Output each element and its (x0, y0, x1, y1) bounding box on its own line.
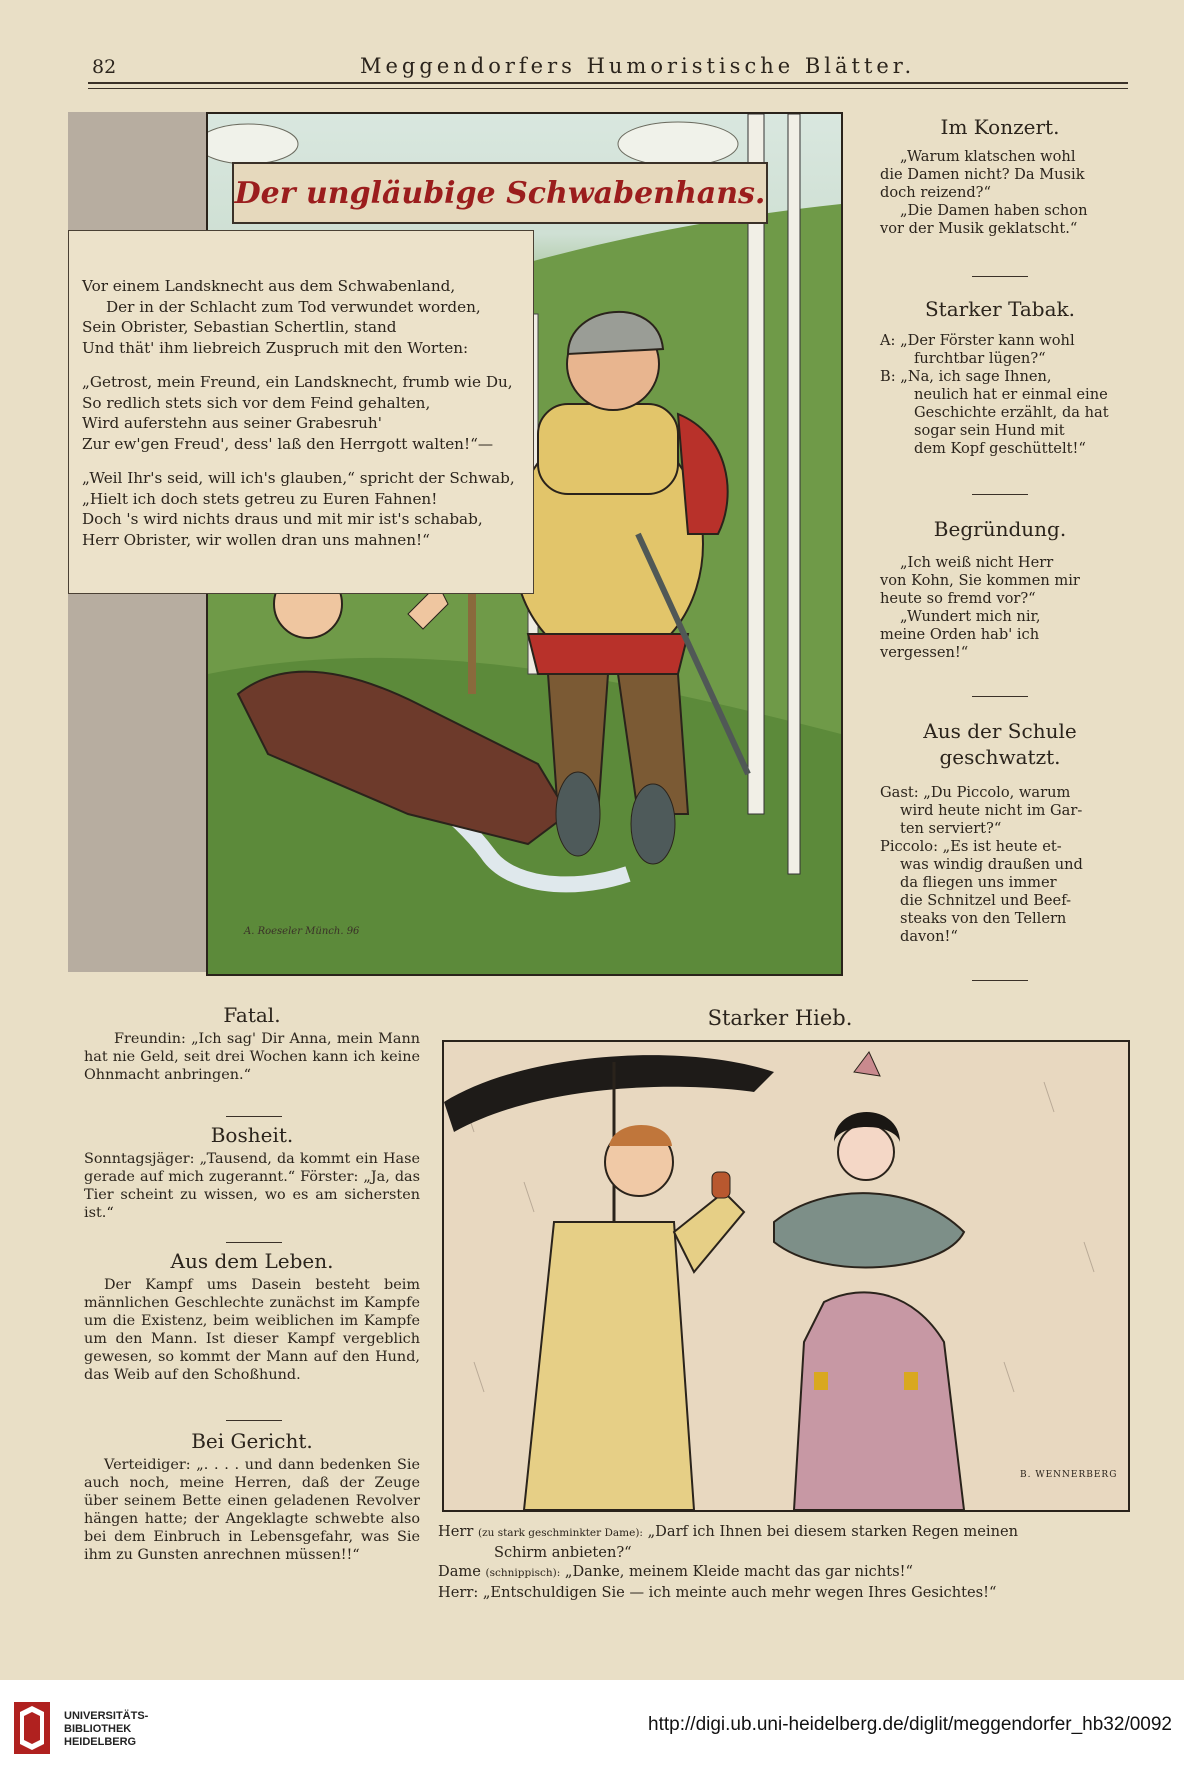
section-text (880, 148, 1120, 238)
cartoon-signature: B. WENNERBERG (1020, 1470, 1118, 1480)
section-schule (880, 718, 1120, 946)
text-line: dem Kopf geschüttelt!“ (914, 440, 1086, 457)
section-divider (972, 494, 1028, 495)
dialog-speaker: Herr (438, 1523, 474, 1540)
text-line: „Die Damen haben schon (900, 202, 1088, 219)
text-line: von Kohn, Sie kommen mir (880, 572, 1080, 589)
section-divider (226, 1420, 282, 1421)
section-bosheit (84, 1123, 420, 1222)
university-library-logo-icon (14, 1702, 50, 1754)
section-title: Begründung. (933, 517, 1067, 541)
dialog-line-2 (438, 1562, 1128, 1583)
poem-line: Herr Obrister, wir wollen dran uns mahnen!“ (82, 530, 430, 549)
poem-line: „Weil Ihr's seid, will ich's glauben,“ spricht der Schwab, (82, 469, 515, 487)
section-text (880, 332, 1120, 458)
section-text: Freundin: „Ich sag' Dir Anna, mein Mann hat nie Geld, seit drei Wochen kann ich keine Ohnmacht anbringen.“ (84, 1031, 420, 1083)
gray-panel-top (68, 112, 208, 240)
text-line: die Damen nicht? Da Musik (880, 166, 1085, 183)
text-line: davon!“ (900, 928, 958, 945)
section-divider (972, 980, 1028, 981)
section-text: Sonntagsjäger: „Tausend, da kommt ein Hase gerade auf mich zugerannt.“ Förster: „Ja, das Tier scheint zu wissen, wo es am sichersten ist.“ (84, 1151, 420, 1221)
dialog-speaker: Herr: (438, 1584, 479, 1601)
illustration-signature: A. Roeseler Münch. 96 (244, 926, 360, 937)
institution-name (64, 1710, 148, 1749)
section-title: Aus dem Leben. (170, 1249, 334, 1273)
cartoon-dialog (438, 1522, 1128, 1602)
section-divider (972, 696, 1028, 697)
section-divider (226, 1242, 282, 1243)
poem-line: Wird auferstehn aus seiner Grabesruh' (82, 414, 382, 432)
text-line: furchtbar lügen?“ (914, 350, 1046, 367)
text-line: Geschichte erzählt, da hat (914, 404, 1109, 421)
text-line: A: „Der Förster kann wohl (880, 332, 1075, 349)
section-fatal (84, 1003, 420, 1084)
section-title: Aus der Schule geschwatzt. (923, 719, 1077, 769)
dialog-continuation: Schirm anbieten?“ (494, 1544, 632, 1561)
library-footer (0, 1680, 1184, 1780)
section-leben (84, 1249, 420, 1384)
poem-line: Der in der Schlacht zum Tod verwundet worden, (106, 297, 481, 316)
text-line: steaks von den Tellern (900, 910, 1067, 927)
section-konzert (880, 114, 1120, 238)
text-line: die Schnitzel und Beef- (900, 892, 1072, 909)
dialog-text: „Darf ich Ihnen bei diesem starken Regen meinen (647, 1523, 1019, 1540)
text-line: was windig draußen und (900, 856, 1083, 873)
poem-text (82, 276, 522, 564)
text-line: „Wundert mich nir, (900, 608, 1041, 625)
gray-panel-bottom (68, 556, 208, 972)
poem-line: „Hielt ich doch stets getreu zu Euren Fahnen! (82, 489, 438, 508)
rain-scene (444, 1042, 1128, 1510)
dialog-line-1 (438, 1522, 1128, 1543)
section-begruendung (880, 516, 1120, 662)
section-text: Der Kampf ums Dasein besteht beim männlichen Geschlechte zunächst im Kampfe um die Existenz, beim weiblichen im Kampfe um den Mann. Ist dieser Kampf vergeblich gewesen, so kommt der Mann auf den Hund, das Weib auf den Schoßhund. (84, 1277, 420, 1383)
text-line: vor der Musik geklatscht.“ (880, 220, 1078, 237)
text-line: „Ich weiß nicht Herr (900, 554, 1054, 571)
section-divider (972, 276, 1028, 277)
text-line: ten serviert?“ (900, 820, 1002, 837)
section-text: Verteidiger: „. . . . und dann bedenken Sie auch noch, meine Herren, daß der Zeuge über seinem Bette einen geladenen Revolver hängen hatte; der Angeklagte schwebte also bei dem Einbruch in Lebensgefahr, was Sie ihm zu Gunsten anrechnen müssen!!“ (84, 1457, 420, 1563)
dialog-note: (schnippisch): (485, 1567, 561, 1579)
poem-line: Und thät' ihm liebreich Zuspruch mit den Worten: (82, 338, 469, 357)
text-line: Gast: „Du Piccolo, warum (880, 784, 1071, 801)
poem-line: Vor einem Landsknecht aus dem Schwabenland, (82, 277, 456, 295)
poem-stanza-3 (82, 468, 522, 550)
poem-line: „Getrost, mein Freund, ein Landsknecht, frumb wie Du, (82, 373, 513, 391)
dialog-speaker: Dame (438, 1563, 481, 1580)
poem-stanza-2 (82, 372, 522, 454)
text-line: doch reizend?“ (880, 184, 991, 201)
text-line: vergessen!“ (880, 644, 969, 661)
text-line: „Warum klatschen wohl (900, 148, 1076, 165)
text-line: sogar sein Hund mit (914, 422, 1065, 439)
poem-stanza-1 (82, 276, 522, 358)
section-title: Bosheit. (210, 1123, 294, 1147)
institution-line: BIBLIOTHEK (64, 1723, 132, 1735)
poem-line: Sein Obrister, Sebastian Schertlin, stand (82, 318, 397, 336)
text-line: B: „Na, ich sage Ihnen, (880, 368, 1052, 385)
text-line: heute so fremd vor?“ (880, 590, 1036, 607)
cartoon-title: Starker Hieb. (707, 1006, 853, 1030)
dialog-line-3 (438, 1583, 1128, 1602)
poem-line: Zur ew'gen Freud', dess' laß den Herrgott walten!“— (82, 434, 494, 453)
section-title: Starker Tabak. (924, 297, 1075, 321)
section-tabak (880, 296, 1120, 458)
page-number: 82 (92, 56, 117, 78)
dialog-text: „Entschuldigen Sie — ich meinte auch mehr wegen Ihres Gesichtes!“ (482, 1584, 997, 1601)
text-line: Piccolo: „Es ist heute et- (880, 838, 1062, 855)
section-title: Fatal. (223, 1003, 281, 1027)
source-url-link[interactable]: http://digi.ub.uni-heidelberg.de/diglit/meggendorfer_hb32/0092 (648, 1714, 1172, 1735)
text-line: meine Orden hab' ich (880, 626, 1040, 643)
section-divider (226, 1116, 282, 1117)
dialog-note: (zu stark geschminkter Dame): (477, 1527, 643, 1539)
section-text (880, 554, 1120, 662)
dialog-text: „Danke, meinem Kleide macht das gar nichts!“ (564, 1563, 913, 1580)
header-rule (88, 82, 1128, 84)
text-line: da fliegen uns immer (900, 874, 1057, 891)
institution-line: HEIDELBERG (64, 1736, 137, 1748)
umbrella-cartoon (442, 1040, 1130, 1512)
header-rule-thin (88, 88, 1128, 89)
poem-line: Doch 's wird nichts draus und mit mir ist's schabab, (82, 510, 483, 528)
section-title: Bei Gericht. (191, 1429, 313, 1453)
section-gericht (84, 1429, 420, 1564)
illustration-title-banner: Der ungläubige Schwabenhans. (232, 162, 768, 224)
institution-line: UNIVERSITÄTS- (64, 1710, 149, 1722)
text-line: neulich hat er einmal eine (914, 386, 1108, 403)
poem-line: So redlich stets sich vor dem Feind gehalten, (82, 393, 431, 412)
section-text (880, 784, 1120, 946)
text-line: wird heute nicht im Gar- (900, 802, 1083, 819)
running-title: Meggendorfers Humoristische Blätter. (360, 54, 916, 78)
section-title: Im Konzert. (940, 115, 1060, 139)
